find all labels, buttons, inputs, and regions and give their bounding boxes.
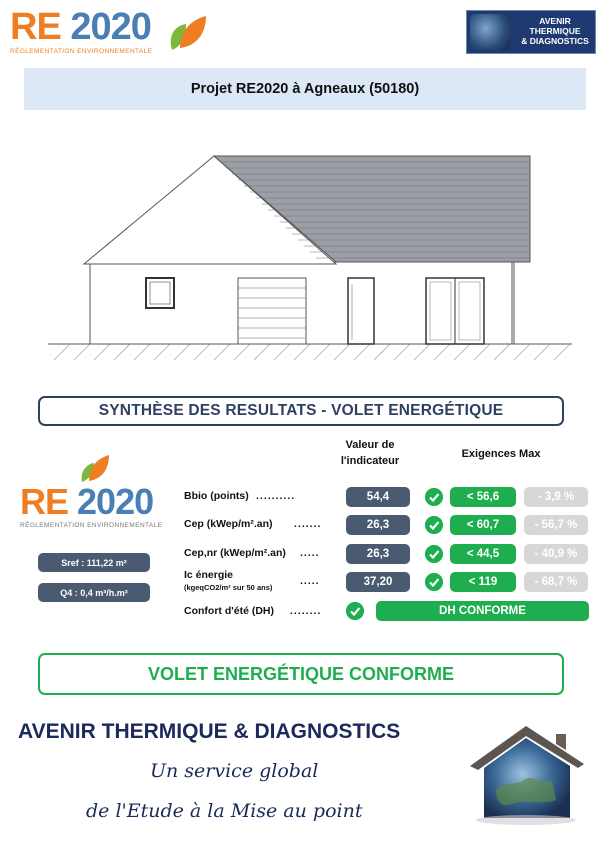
company-badge-top bbox=[466, 10, 596, 54]
logo-side-re: RE bbox=[20, 481, 69, 522]
leaf-icon-small bbox=[78, 452, 112, 484]
check-icon bbox=[425, 545, 443, 563]
row-cepnr-max: < 44,5 bbox=[450, 544, 516, 564]
col-header-indicator-l1: Valeur de bbox=[345, 439, 395, 451]
house-elevation-drawing bbox=[44, 150, 576, 365]
row-cep-label: Cep (kWep/m².an) bbox=[184, 518, 273, 530]
slogan-line-2: de l'Etude à la Mise au point bbox=[86, 800, 363, 822]
row-bbio-gain: - 3,9 % bbox=[524, 487, 588, 507]
logo-year: 2020 bbox=[70, 6, 151, 48]
logo-side-year: 2020 bbox=[77, 481, 154, 522]
house-globe-icon bbox=[470, 14, 510, 50]
q4-badge: Q4 : 0,4 m³/h.m² bbox=[38, 583, 150, 602]
check-icon bbox=[425, 516, 443, 534]
check-icon bbox=[425, 573, 443, 591]
row-cep-gain: - 56,7 % bbox=[524, 515, 588, 535]
footer-brand: AVENIR THERMIQUE & DIAGNOSTICS bbox=[18, 720, 401, 743]
col-header-indicator bbox=[330, 437, 410, 469]
logo-side-sub: RÉGLEMENTATION ENVIRONNEMENTALE bbox=[20, 522, 163, 529]
re2020-subtitle: RÉGLEMENTATION ENVIRONNEMENTALE bbox=[10, 48, 153, 55]
slogan-line-1: Un service global bbox=[150, 760, 319, 782]
row-cepnr-gain: - 40,9 % bbox=[524, 544, 588, 564]
col-header-max: Exigences Max bbox=[461, 448, 541, 460]
check-icon bbox=[425, 488, 443, 506]
row-bbio-max: < 56,6 bbox=[450, 487, 516, 507]
leaf-icon bbox=[164, 12, 208, 52]
project-title: Projet RE2020 à Agneaux (50180) bbox=[24, 68, 586, 110]
row-cep-value: 26,3 bbox=[346, 515, 410, 535]
badge-line-3: & DIAGNOSTICS bbox=[521, 36, 589, 46]
badge-line-1: AVENIR bbox=[539, 16, 571, 26]
col-header-indicator-l2: l'indicateur bbox=[340, 455, 400, 467]
row-cepnr-label: Cep,nr (kWep/m².an) bbox=[184, 547, 286, 559]
row-confort-dots: ........ bbox=[290, 605, 322, 617]
row-confort-label: Confort d'été (DH) bbox=[184, 605, 274, 617]
section-title: SYNTHÈSE DES RESULTATS - VOLET ENERGÉTIQUE bbox=[38, 396, 564, 426]
dh-conforme-badge: DH CONFORME bbox=[376, 601, 589, 621]
row-cepnr-dots: ..... bbox=[300, 547, 320, 559]
row-ic-gain: - 68,7 % bbox=[524, 572, 588, 592]
house-globe-illustration bbox=[466, 720, 594, 828]
row-ic-max: < 119 bbox=[450, 572, 516, 592]
row-ic-value: 37,20 bbox=[346, 572, 410, 592]
re2020-logo-side bbox=[20, 481, 180, 529]
conformity-banner: VOLET ENERGÉTIQUE CONFORME bbox=[38, 653, 564, 695]
logo-re: RE bbox=[10, 6, 61, 48]
row-cep-max: < 60,7 bbox=[450, 515, 516, 535]
row-bbio-label: Bbio (points) bbox=[184, 490, 249, 502]
badge-line-2: THERMIQUE bbox=[529, 26, 581, 36]
check-icon bbox=[346, 602, 364, 620]
row-bbio-value: 54,4 bbox=[346, 487, 410, 507]
row-bbio-dots: .......... bbox=[256, 490, 296, 502]
sref-badge: Sref : 111,22 m² bbox=[38, 553, 150, 572]
row-ic-dots: ..... bbox=[300, 575, 320, 587]
row-cep-dots: ....... bbox=[294, 518, 322, 530]
row-cepnr-value: 26,3 bbox=[346, 544, 410, 564]
row-ic-sublabel: (kgeqCO2/m² sur 50 ans) bbox=[184, 583, 273, 592]
row-ic-label: Ic énergie bbox=[184, 569, 234, 581]
